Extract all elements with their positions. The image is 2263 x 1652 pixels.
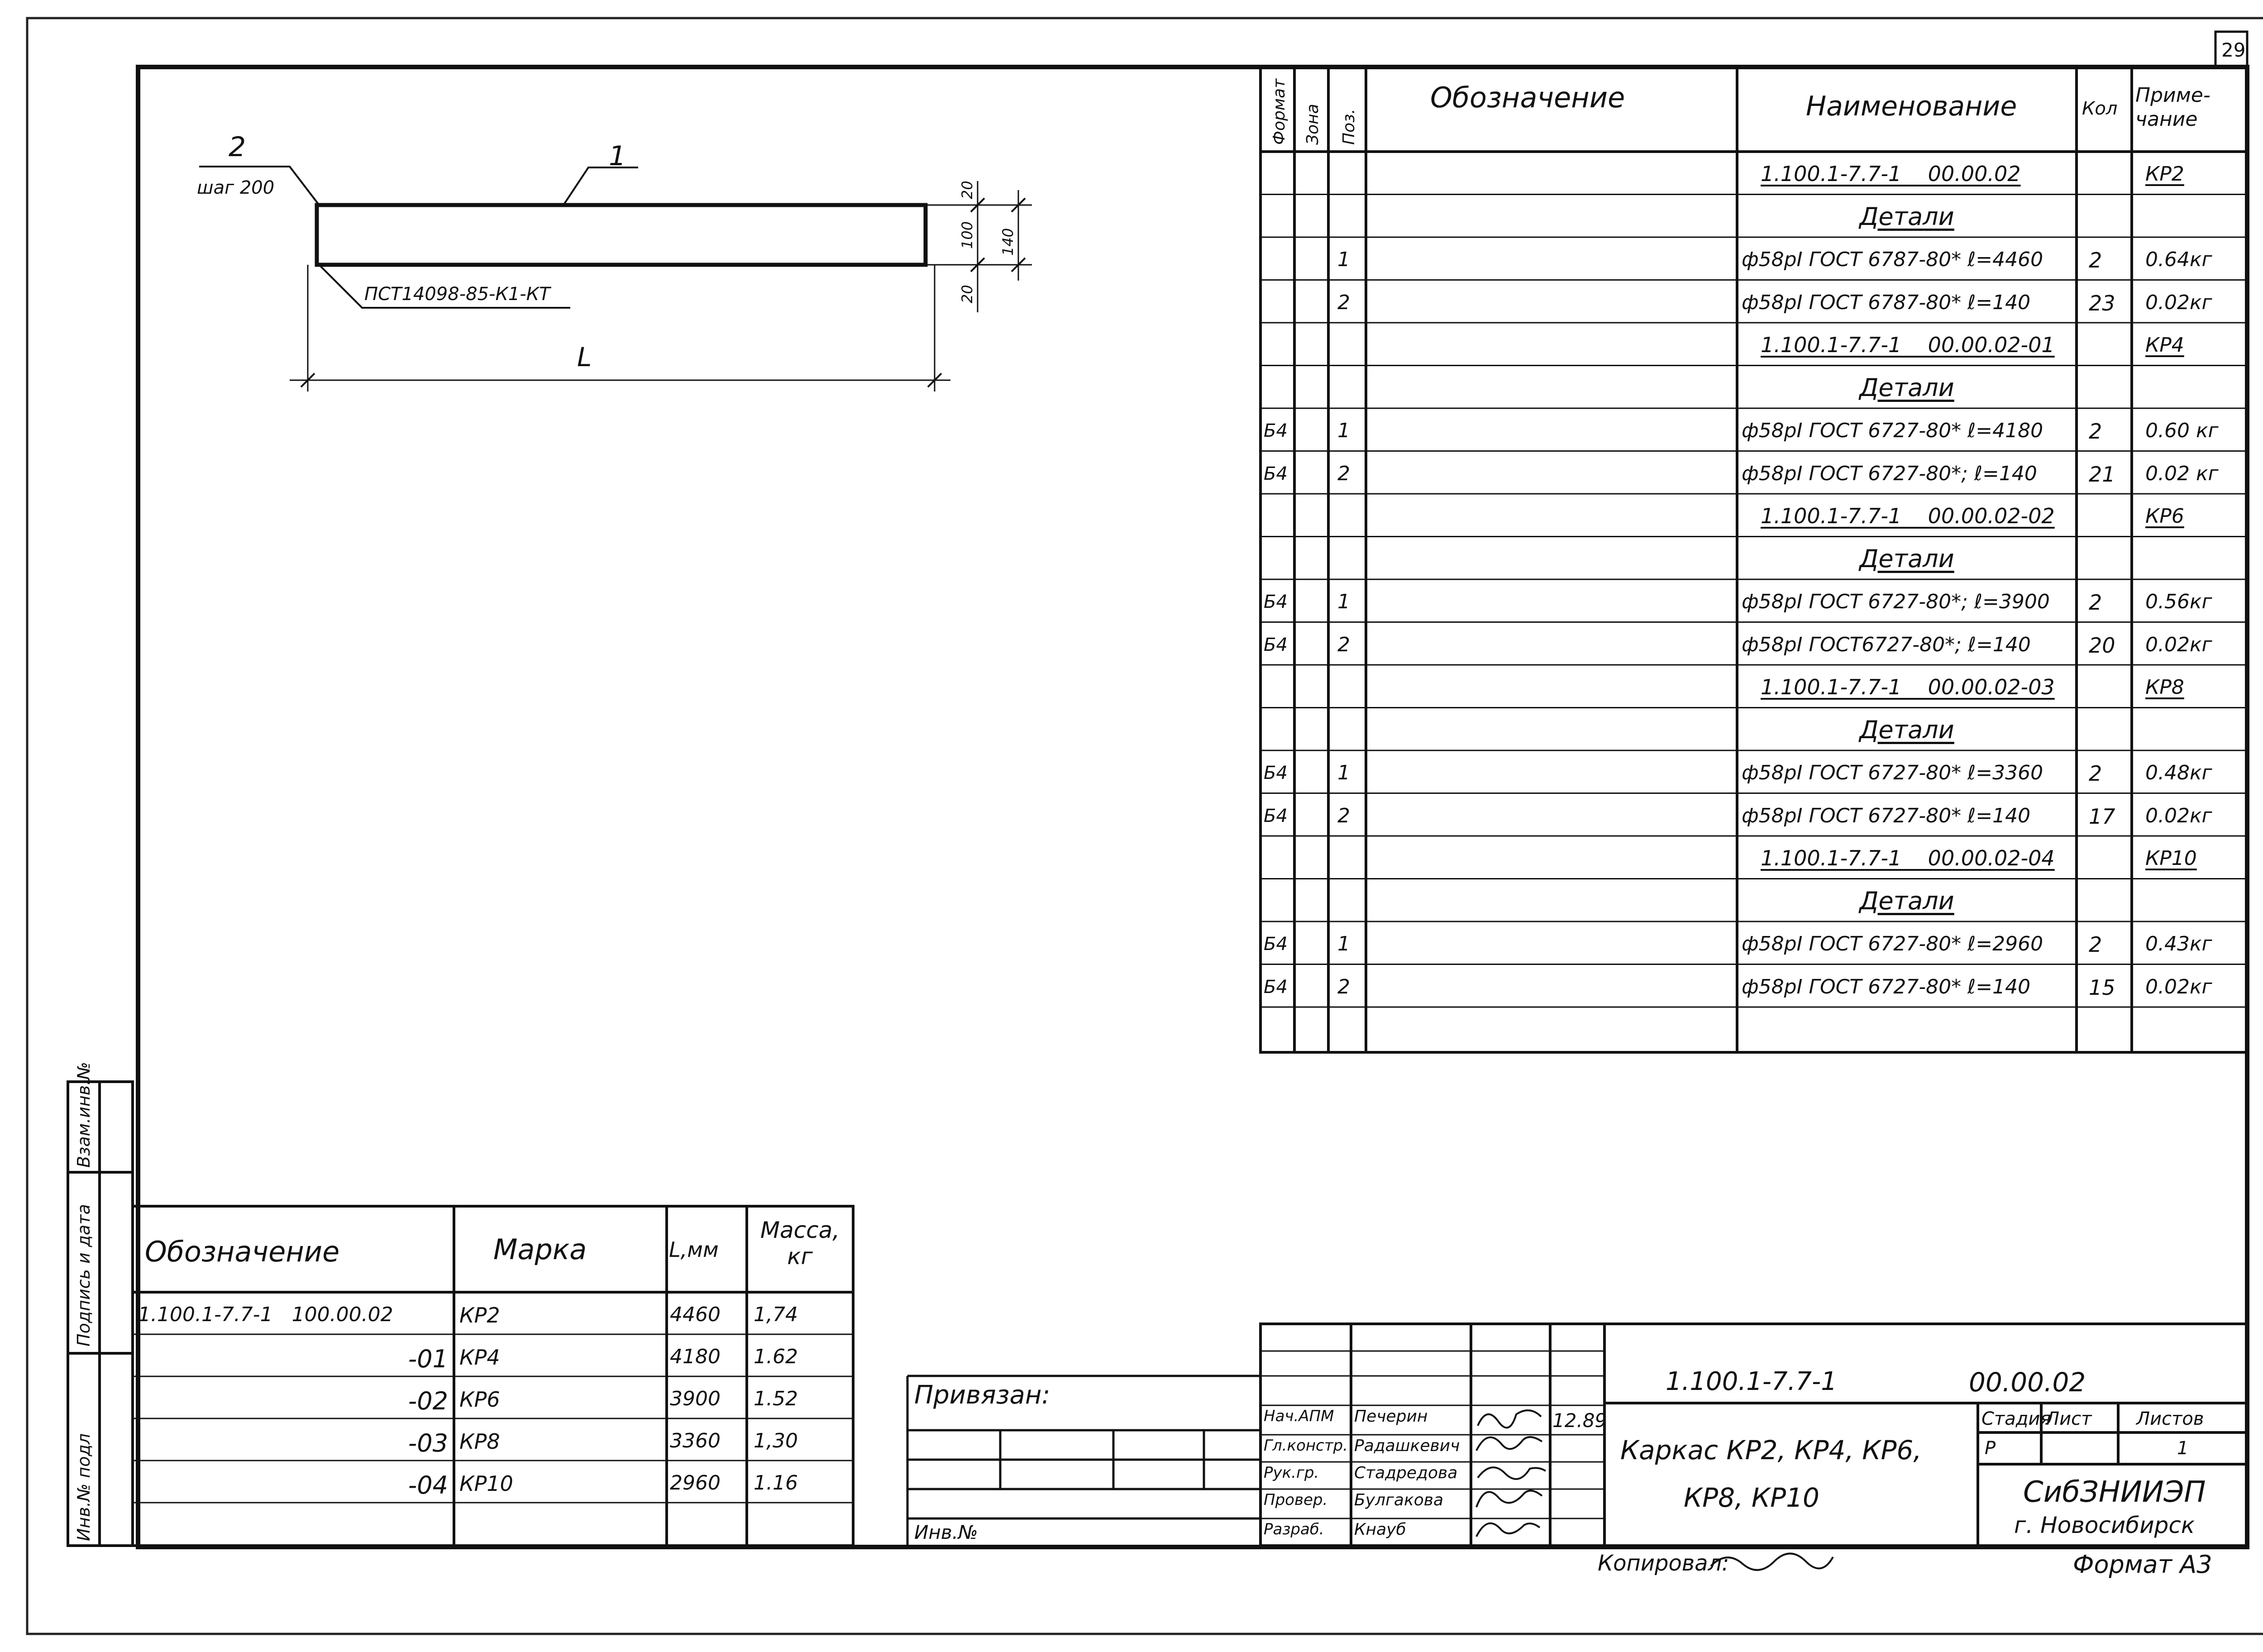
marks-cell-mark: КР4 xyxy=(459,1345,500,1370)
privyazan-inv: Инв.№ xyxy=(914,1521,978,1543)
stamp-sheets-label: Листов xyxy=(2136,1408,2204,1429)
stamp-title-line2: КР8, КР10 xyxy=(1684,1482,1819,1513)
spec-cell-qty: 2 xyxy=(2089,248,2102,272)
stamp-name: Булгакова xyxy=(1354,1491,1444,1509)
spec-cell-name: ф58рI ГОСТ 6727-80*; ℓ=140 xyxy=(1742,462,2037,485)
spec-cell-note: КР2 xyxy=(2145,162,2184,186)
stamp-title-line1: Каркас КР2, КР4, КР6, xyxy=(1620,1435,1922,1466)
spec-cell-note: 0.02кг xyxy=(2145,633,2212,656)
spec-cell-pos: 2 xyxy=(1337,291,1350,314)
spec-cell-qty: 20 xyxy=(2089,633,2115,658)
spec-cell-note: 0.02кг xyxy=(2145,975,2212,998)
marks-row xyxy=(0,1376,2263,1418)
marks-cell-length: 3360 xyxy=(670,1429,721,1452)
spec-cell-qty: 21 xyxy=(2089,462,2115,487)
marks-header-length: L,мм xyxy=(669,1237,719,1262)
spec-row xyxy=(0,323,2263,366)
spec-cell-qty: 15 xyxy=(2089,975,2115,1000)
marks-cell-designation: 1.100.1-7.7-1 100.00.02 xyxy=(138,1303,393,1326)
marks-cell-designation: -02 xyxy=(408,1387,448,1415)
dim-label-100: 100 xyxy=(959,221,976,249)
spec-cell-pos: 1 xyxy=(1337,419,1350,442)
strip-label-signature: Подпись и дата xyxy=(74,1204,94,1346)
spec-cell-note: КР8 xyxy=(2145,676,2184,699)
marks-cell-mass: 1,30 xyxy=(754,1429,798,1452)
spec-header-note: Приме-чание xyxy=(2135,84,2210,131)
marks-cell-mark: КР6 xyxy=(459,1387,500,1412)
marks-cell-designation: -03 xyxy=(408,1429,448,1457)
signature-5 xyxy=(1476,1523,1540,1537)
spec-row xyxy=(0,708,2263,751)
spec-row xyxy=(0,836,2263,879)
spec-cell-name-doc: 1.100.1-7.7-1 00.00.02-02 xyxy=(1761,504,2055,528)
spec-row xyxy=(0,1007,2263,1050)
spec-cell-pos: 1 xyxy=(1337,932,1350,955)
spec-cell-qty: 2 xyxy=(2089,590,2102,615)
stamp-city: г. Новосибирск xyxy=(2014,1512,2195,1538)
strip-label-inv: Инв.№ подл xyxy=(74,1433,94,1541)
spec-cell-qty: 2 xyxy=(2089,932,2102,957)
marks-header-designation: Обозначение xyxy=(145,1235,340,1268)
spec-cell-note: 0.02 кг xyxy=(2145,462,2219,485)
spec-cell-format: Б4 xyxy=(1264,934,1288,955)
spec-row xyxy=(0,494,2263,537)
spec-row xyxy=(0,237,2263,280)
spec-cell-name: ф58рI ГОСТ 6727-80* ℓ=140 xyxy=(1742,804,2031,827)
spec-row xyxy=(0,451,2263,494)
spec-row xyxy=(0,793,2263,836)
spec-cell-pos: 2 xyxy=(1337,804,1350,827)
spec-cell-name-doc: 1.100.1-7.7-1 00.00.02-04 xyxy=(1761,846,2055,870)
marks-row xyxy=(0,1461,2263,1503)
marks-cell-length: 4180 xyxy=(670,1345,721,1368)
stamp-name: Печерин xyxy=(1354,1407,1428,1426)
spec-cell-format: Б4 xyxy=(1264,592,1288,612)
strip-label-replace: Взам.инв.№ xyxy=(74,1062,94,1168)
spec-cell-qty: 17 xyxy=(2089,804,2115,829)
spec-row xyxy=(0,750,2263,793)
spec-header-pos: Поз. xyxy=(1340,109,1358,145)
marks-cell-length: 4460 xyxy=(670,1303,721,1326)
spec-row xyxy=(0,665,2263,708)
spec-cell-name: ф58рI ГОСТ 6727-80* ℓ=2960 xyxy=(1742,932,2043,955)
spec-cell-note: 0.60 кг xyxy=(2145,419,2219,442)
signature-copied xyxy=(1711,1554,1833,1570)
spec-cell-qty: 2 xyxy=(2089,419,2102,444)
footer-copied: Копировал: xyxy=(1598,1551,1729,1576)
pos2-step: шаг 200 xyxy=(197,177,275,198)
spec-cell-name-doc: 1.100.1-7.7-1 00.00.02-01 xyxy=(1761,333,2055,357)
spec-cell-name: ф58рI ГОСТ 6787-80* ℓ=140 xyxy=(1742,291,2031,314)
marks-cell-mass: 1.52 xyxy=(754,1387,798,1410)
length-label: L xyxy=(577,342,592,372)
spec-header-designation: Обозначение xyxy=(1430,81,1625,114)
marks-header-mass: Масса, кг xyxy=(760,1217,840,1270)
spec-row xyxy=(0,964,2263,1007)
spec-cell-name-section: Детали xyxy=(1859,202,1954,231)
spec-row xyxy=(0,879,2263,922)
spec-cell-name-section: Детали xyxy=(1859,886,1954,915)
marks-cell-mass: 1.16 xyxy=(754,1471,798,1494)
footer-format: Формат А3 xyxy=(2073,1550,2212,1579)
dim-label-20-bottom: 20 xyxy=(959,285,976,303)
spec-cell-name-section: Детали xyxy=(1859,715,1954,744)
stamp-role: Разраб. xyxy=(1264,1520,1324,1538)
marks-cell-mass: 1.62 xyxy=(754,1345,798,1368)
spec-cell-pos: 1 xyxy=(1337,761,1350,784)
spec-row xyxy=(0,408,2263,451)
spec-cell-name: ф58рI ГОСТ 6727-80*; ℓ=3900 xyxy=(1742,590,2050,613)
marks-cell-designation: -04 xyxy=(408,1471,448,1499)
stamp-role: Нач.АПМ xyxy=(1264,1407,1334,1425)
spec-cell-pos: 2 xyxy=(1337,633,1350,656)
stamp-org: СибЗНИИЭП xyxy=(2023,1475,2206,1509)
pos2-label: 2 xyxy=(229,131,246,163)
dim-label-20-top: 20 xyxy=(959,181,976,199)
spec-header-qty: Кол xyxy=(2082,98,2118,119)
spec-cell-note: КР10 xyxy=(2145,847,2197,870)
marks-cell-mass: 1,74 xyxy=(754,1303,798,1326)
spec-header-zone: Зона xyxy=(1303,104,1322,145)
spec-cell-note: 0.56кг xyxy=(2145,590,2212,613)
marks-cell-mark: КР2 xyxy=(459,1303,500,1327)
marks-cell-mark: КР8 xyxy=(459,1429,500,1454)
spec-row xyxy=(0,195,2263,238)
spec-cell-name-doc: 1.100.1-7.7-1 00.00.02-03 xyxy=(1761,675,2055,699)
page-number: 29 xyxy=(2221,39,2246,61)
marks-cell-length: 3900 xyxy=(670,1387,721,1410)
spec-cell-format: Б4 xyxy=(1264,763,1288,783)
marks-header-mark: Марка xyxy=(493,1233,587,1266)
spec-cell-format: Б4 xyxy=(1264,463,1288,484)
spec-cell-note: 0.02кг xyxy=(2145,291,2212,314)
spec-row xyxy=(0,537,2263,580)
spec-cell-note: КР4 xyxy=(2145,334,2184,357)
spec-cell-name-section: Детали xyxy=(1859,544,1954,573)
spec-cell-note: 0.02кг xyxy=(2145,804,2212,827)
spec-cell-note: 0.64кг xyxy=(2145,248,2212,271)
spec-cell-qty: 23 xyxy=(2089,291,2115,315)
spec-header-format: Формат xyxy=(1270,78,1289,145)
spec-cell-note: 0.43кг xyxy=(2145,932,2212,955)
stamp-role: Рук.гр. xyxy=(1264,1464,1319,1482)
spec-cell-name: ф58рI ГОСТ 6727-80* ℓ=140 xyxy=(1742,975,2031,998)
spec-vertical-headers xyxy=(1270,78,1358,145)
spec-cell-qty: 2 xyxy=(2089,761,2102,786)
spec-cell-format: Б4 xyxy=(1264,420,1288,441)
stamp-sheet-label: Лист xyxy=(2046,1408,2092,1429)
spec-row xyxy=(0,921,2263,964)
spec-row xyxy=(0,622,2263,665)
stamp-stage-label: Стадия xyxy=(1981,1408,2051,1429)
spec-cell-name-section: Детали xyxy=(1859,373,1954,402)
spec-row xyxy=(0,366,2263,409)
spec-cell-name: ф58рI ГОСТ 6727-80* ℓ=4180 xyxy=(1742,419,2043,442)
pos1-label: 1 xyxy=(609,140,626,172)
spec-row xyxy=(0,280,2263,323)
spec-cell-note: КР6 xyxy=(2145,505,2184,528)
weld-note: ПСТ14098-85-К1-КТ xyxy=(364,284,550,305)
stamp-name: Стадредова xyxy=(1354,1464,1458,1482)
privyazan-label: Привязан: xyxy=(914,1380,1050,1410)
spec-cell-name: ф58рI ГОСТ 6727-80* ℓ=3360 xyxy=(1742,761,2043,784)
spec-row xyxy=(0,579,2263,622)
stamp-role: Провер. xyxy=(1264,1491,1328,1509)
stamp-name: Кнауб xyxy=(1354,1520,1406,1539)
spec-cell-note: 0.48кг xyxy=(2145,761,2212,784)
spec-cell-format: Б4 xyxy=(1264,805,1288,826)
spec-cell-pos: 1 xyxy=(1337,590,1350,613)
marks-row xyxy=(0,1418,2263,1466)
marks-row xyxy=(0,1334,2263,1376)
spec-cell-pos: 1 xyxy=(1337,248,1350,271)
marks-cell-designation: -01 xyxy=(408,1345,448,1373)
stamp-date: 12.89 xyxy=(1552,1409,1607,1432)
spec-header-name: Наименование xyxy=(1806,91,2017,122)
stamp-stage-value: Р xyxy=(1985,1438,1996,1459)
marks-cell-length: 2960 xyxy=(670,1471,721,1494)
dim-label-140: 140 xyxy=(999,228,1017,256)
spec-cell-name-doc: 1.100.1-7.7-1 00.00.02 xyxy=(1761,162,2021,186)
spec-cell-name: ф58рI ГОСТ6727-80*; ℓ=140 xyxy=(1742,633,2031,656)
spec-cell-format: Б4 xyxy=(1264,976,1288,998)
stamp-name: Радашкевич xyxy=(1354,1437,1460,1455)
stamp-doc-code-left: 1.100.1-7.7-1 xyxy=(1666,1367,1837,1396)
marks-cell-mark: КР10 xyxy=(459,1471,513,1496)
spec-cell-pos: 2 xyxy=(1337,975,1350,998)
stamp-sheets-value: 1 xyxy=(2177,1438,2189,1459)
spec-cell-name: ф58рI ГОСТ 6787-80* ℓ=4460 xyxy=(1742,248,2043,271)
spec-cell-pos: 2 xyxy=(1337,462,1350,485)
stamp-doc-code-right: 00.00.02 xyxy=(1969,1367,2086,1398)
spec-row xyxy=(0,152,2263,198)
stamp-role: Гл.констр. xyxy=(1264,1437,1348,1455)
spec-cell-format: Б4 xyxy=(1264,634,1288,655)
marks-row xyxy=(0,1292,2263,1334)
